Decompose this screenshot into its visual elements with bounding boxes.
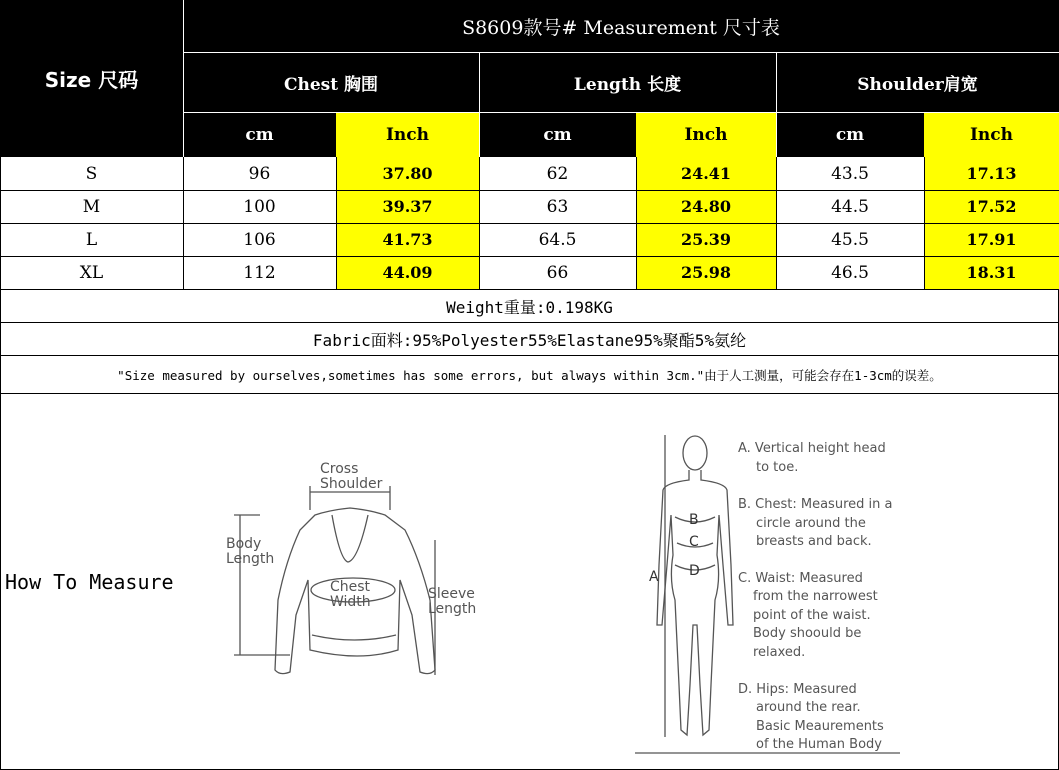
body-note: point of the waist.	[753, 608, 871, 623]
fabric-row	[0, 323, 1059, 355]
value: 96	[248, 163, 271, 184]
length-cm-cell	[479, 256, 636, 289]
body-note: relaxed.	[753, 645, 806, 660]
body-note: D. Hips: Measured	[738, 682, 857, 697]
chest-width-label: Chest	[330, 579, 371, 595]
value: 64.5	[538, 229, 577, 250]
size-header-cell	[0, 0, 183, 157]
length-inch-cell	[636, 190, 776, 223]
unit-label: cm	[543, 124, 572, 145]
weight-row	[0, 290, 1059, 322]
shoulder-cm-cell	[776, 190, 924, 223]
body-note: of the Human Body	[756, 737, 882, 752]
length-cm-cell	[479, 157, 636, 190]
value: 39.37	[382, 197, 433, 216]
body-note: A. Vertical height head	[738, 441, 886, 456]
value: 17.91	[966, 230, 1017, 249]
group-header-chest-label: Chest 胸围	[283, 74, 379, 95]
unit-label: cm	[245, 124, 274, 145]
note-row	[0, 356, 1059, 393]
length-inch-cell	[636, 157, 776, 190]
size-value: S	[85, 163, 98, 184]
shoulder-cm-cell	[776, 256, 924, 289]
column-divider	[924, 157, 925, 289]
size-header-label: Size 尺码	[44, 68, 139, 92]
value: 62	[546, 163, 569, 184]
shoulder-inch-cell	[924, 256, 1059, 289]
size-value: L	[85, 229, 98, 250]
value: 17.13	[966, 164, 1017, 183]
unit-label: cm	[835, 124, 865, 145]
body-measurement-diagram	[635, 425, 910, 760]
size-value: M	[82, 196, 101, 217]
cross-shoulder-label: Cross	[320, 461, 359, 477]
cross-shoulder-label: Shoulder	[320, 476, 383, 492]
unit-header-chest-cm	[183, 112, 336, 157]
unit-header-chest-inch	[336, 112, 479, 157]
shoulder-inch-cell	[924, 157, 1059, 190]
chest-inch-cell	[336, 223, 479, 256]
value: 41.73	[382, 230, 433, 249]
column-divider	[479, 157, 480, 289]
shoulder-inch-cell	[924, 223, 1059, 256]
unit-header-shoulder-cm	[776, 112, 924, 157]
shirt-hem	[312, 635, 396, 640]
chest-cm-cell	[183, 223, 336, 256]
value: 46.5	[831, 262, 869, 283]
value: 24.41	[680, 164, 732, 183]
row-divider	[0, 256, 1059, 257]
unit-header-length-cm	[479, 112, 636, 157]
body-note: circle around the	[756, 516, 866, 531]
body-length-label: Body	[226, 536, 262, 552]
head-outline	[683, 436, 707, 470]
header-divider	[183, 52, 1059, 53]
how-to-measure-label	[5, 570, 174, 594]
size-cell	[0, 157, 183, 190]
fabric-text: Fabric面料:95%Polyester55%Elastane95%聚酯5%氨纶	[312, 330, 747, 350]
body-note: from the narrowest	[753, 589, 878, 604]
column-divider	[636, 157, 637, 289]
group-header-chest	[183, 52, 479, 112]
column-divider	[336, 157, 337, 289]
header-divider	[183, 0, 184, 157]
row-divider	[0, 223, 1059, 224]
body-length-label: Length	[226, 551, 275, 567]
unit-label: Inch	[385, 124, 430, 145]
length-inch-cell	[636, 256, 776, 289]
value: 44.09	[382, 263, 433, 282]
value: 106	[243, 229, 276, 250]
size-value: XL	[79, 262, 104, 283]
unit-header-length-inch	[636, 112, 776, 157]
value: 17.52	[966, 197, 1017, 216]
group-header-length	[479, 52, 776, 112]
body-letter-a: A	[649, 569, 659, 585]
header-divider	[776, 52, 777, 157]
neckline	[332, 515, 368, 562]
garment-diagram	[220, 440, 490, 690]
length-cm-cell	[479, 223, 636, 256]
shoulder-cm-cell	[776, 223, 924, 256]
value: 25.39	[680, 230, 732, 249]
body-note: to toe.	[756, 460, 799, 475]
group-header-length-label: Length 长度	[573, 74, 682, 95]
chest-cm-cell	[183, 157, 336, 190]
unit-label: Inch	[684, 124, 728, 145]
size-cell	[0, 223, 183, 256]
chest-inch-cell	[336, 157, 479, 190]
table-title	[183, 0, 1059, 52]
column-divider	[183, 157, 184, 289]
header-divider	[479, 52, 480, 157]
value: 112	[243, 262, 276, 283]
unit-header-shoulder-inch	[924, 112, 1059, 157]
body-note: around the rear.	[756, 700, 861, 715]
shoulder-cm-cell	[776, 157, 924, 190]
chest-inch-cell	[336, 256, 479, 289]
value: 45.5	[831, 229, 869, 250]
value: 18.31	[966, 263, 1017, 282]
value: 66	[546, 262, 569, 283]
table-title-text: S8609款号# Measurement 尺寸表	[462, 16, 780, 39]
body-note: breasts and back.	[756, 534, 872, 549]
body-outline	[657, 470, 733, 735]
chest-width-label: Width	[330, 594, 371, 610]
body-letter-c: C	[689, 534, 699, 550]
group-header-shoulder-label: Shoulder肩宽	[857, 74, 978, 95]
size-cell	[0, 190, 183, 223]
chest-cm-cell	[183, 256, 336, 289]
value: 37.80	[382, 164, 433, 183]
chest-inch-cell	[336, 190, 479, 223]
how-to-measure-text: How To Measure	[5, 570, 174, 594]
value: 24.80	[680, 197, 732, 216]
value: 63	[546, 196, 569, 217]
group-header-shoulder	[776, 52, 1059, 112]
value: 100	[243, 196, 276, 217]
body-note: B. Chest: Measured in a	[738, 497, 893, 512]
row-divider	[0, 190, 1059, 191]
unit-label: Inch	[969, 124, 1014, 145]
row-divider	[0, 393, 1059, 394]
size-cell	[0, 256, 183, 289]
length-inch-cell	[636, 223, 776, 256]
weight-text: Weight重量:0.198KG	[446, 297, 613, 317]
chest-cm-cell	[183, 190, 336, 223]
sleeve-length-label: Length	[428, 601, 477, 617]
value: 44.5	[831, 196, 869, 217]
body-note: Basic Meaurements	[756, 719, 884, 734]
note-text: "Size measured by ourselves,sometimes has some errors, but always within 3cm."由于人工测量，可能会存在1-3cm的误差。	[117, 367, 942, 383]
body-letter-b: B	[689, 512, 699, 528]
sleeve-length-label: Sleeve	[428, 586, 475, 602]
value: 25.98	[680, 263, 732, 282]
body-note: Body shoould be	[753, 626, 862, 641]
shoulder-inch-cell	[924, 190, 1059, 223]
length-cm-cell	[479, 190, 636, 223]
column-divider	[776, 157, 777, 289]
body-letter-d: D	[689, 563, 700, 579]
header-divider	[183, 112, 1059, 113]
value: 43.5	[831, 163, 869, 184]
body-note: C. Waist: Measured	[738, 571, 863, 586]
